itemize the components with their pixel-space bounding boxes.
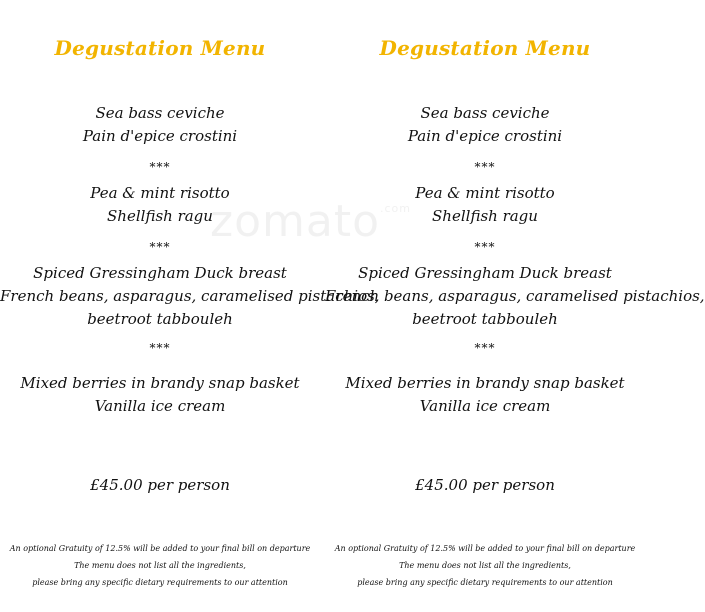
menu-title: Degustation Menu bbox=[54, 36, 266, 60]
footer-line: please bring any specific dietary requirements to our attention bbox=[32, 578, 288, 587]
course-line: Vanilla ice cream bbox=[419, 397, 551, 415]
course-starter bbox=[325, 102, 645, 148]
course-line: Shellfish ragu bbox=[107, 207, 213, 225]
course-dessert bbox=[325, 372, 645, 418]
course-separator: *** bbox=[474, 341, 496, 355]
course-main bbox=[325, 262, 705, 331]
footer-line: The menu does not list all the ingredients, bbox=[74, 561, 246, 570]
course-second bbox=[325, 182, 645, 228]
course-separator: *** bbox=[474, 160, 496, 174]
watermark-text: zomato bbox=[210, 196, 381, 247]
footer-line: An optional Gratuity of 12.5% will be added to your final bill on departure bbox=[9, 544, 311, 553]
footer-line: please bring any specific dietary requirements to our attention bbox=[357, 578, 613, 587]
course-line: Pain d'epice crostini bbox=[407, 127, 563, 145]
course-line: Spiced Gressingham Duck breast bbox=[358, 264, 612, 282]
course-separator: *** bbox=[474, 240, 496, 254]
menu-price: £45.00 per person bbox=[90, 476, 230, 494]
course-line: Pain d'epice crostini bbox=[82, 127, 238, 145]
course-line: Mixed berries in brandy snap basket bbox=[20, 374, 300, 392]
footer-line: The menu does not list all the ingredients, bbox=[399, 561, 571, 570]
course-line: Pea & mint risotto bbox=[90, 184, 230, 202]
course-separator: *** bbox=[149, 160, 171, 174]
course-line: Spiced Gressingham Duck breast bbox=[33, 264, 287, 282]
course-separator: *** bbox=[149, 240, 171, 254]
menu-footer bbox=[0, 540, 320, 591]
course-separator: *** bbox=[149, 341, 171, 355]
footer-line: An optional Gratuity of 12.5% will be added to your final bill on departure bbox=[334, 544, 636, 553]
course-second bbox=[0, 182, 320, 228]
course-line: Shellfish ragu bbox=[432, 207, 538, 225]
course-line: Sea bass ceviche bbox=[420, 104, 550, 122]
watermark-suffix: .com bbox=[380, 202, 412, 215]
course-line: Vanilla ice cream bbox=[94, 397, 226, 415]
course-line: French beans, asparagus, caramelised pistachios, bbox=[325, 287, 705, 305]
menu-price: £45.00 per person bbox=[415, 476, 555, 494]
course-starter bbox=[0, 102, 320, 148]
course-main bbox=[0, 262, 380, 331]
menu-footer bbox=[325, 540, 645, 591]
menu-column-right bbox=[325, 0, 705, 612]
course-line: Sea bass ceviche bbox=[95, 104, 225, 122]
course-line: beetroot tabbouleh bbox=[87, 310, 233, 328]
course-line: beetroot tabbouleh bbox=[412, 310, 558, 328]
course-line: French beans, asparagus, caramelised pistachios, bbox=[0, 287, 380, 305]
course-dessert bbox=[0, 372, 320, 418]
course-line: Pea & mint risotto bbox=[415, 184, 555, 202]
menu-title: Degustation Menu bbox=[379, 36, 591, 60]
course-line: Mixed berries in brandy snap basket bbox=[345, 374, 625, 392]
